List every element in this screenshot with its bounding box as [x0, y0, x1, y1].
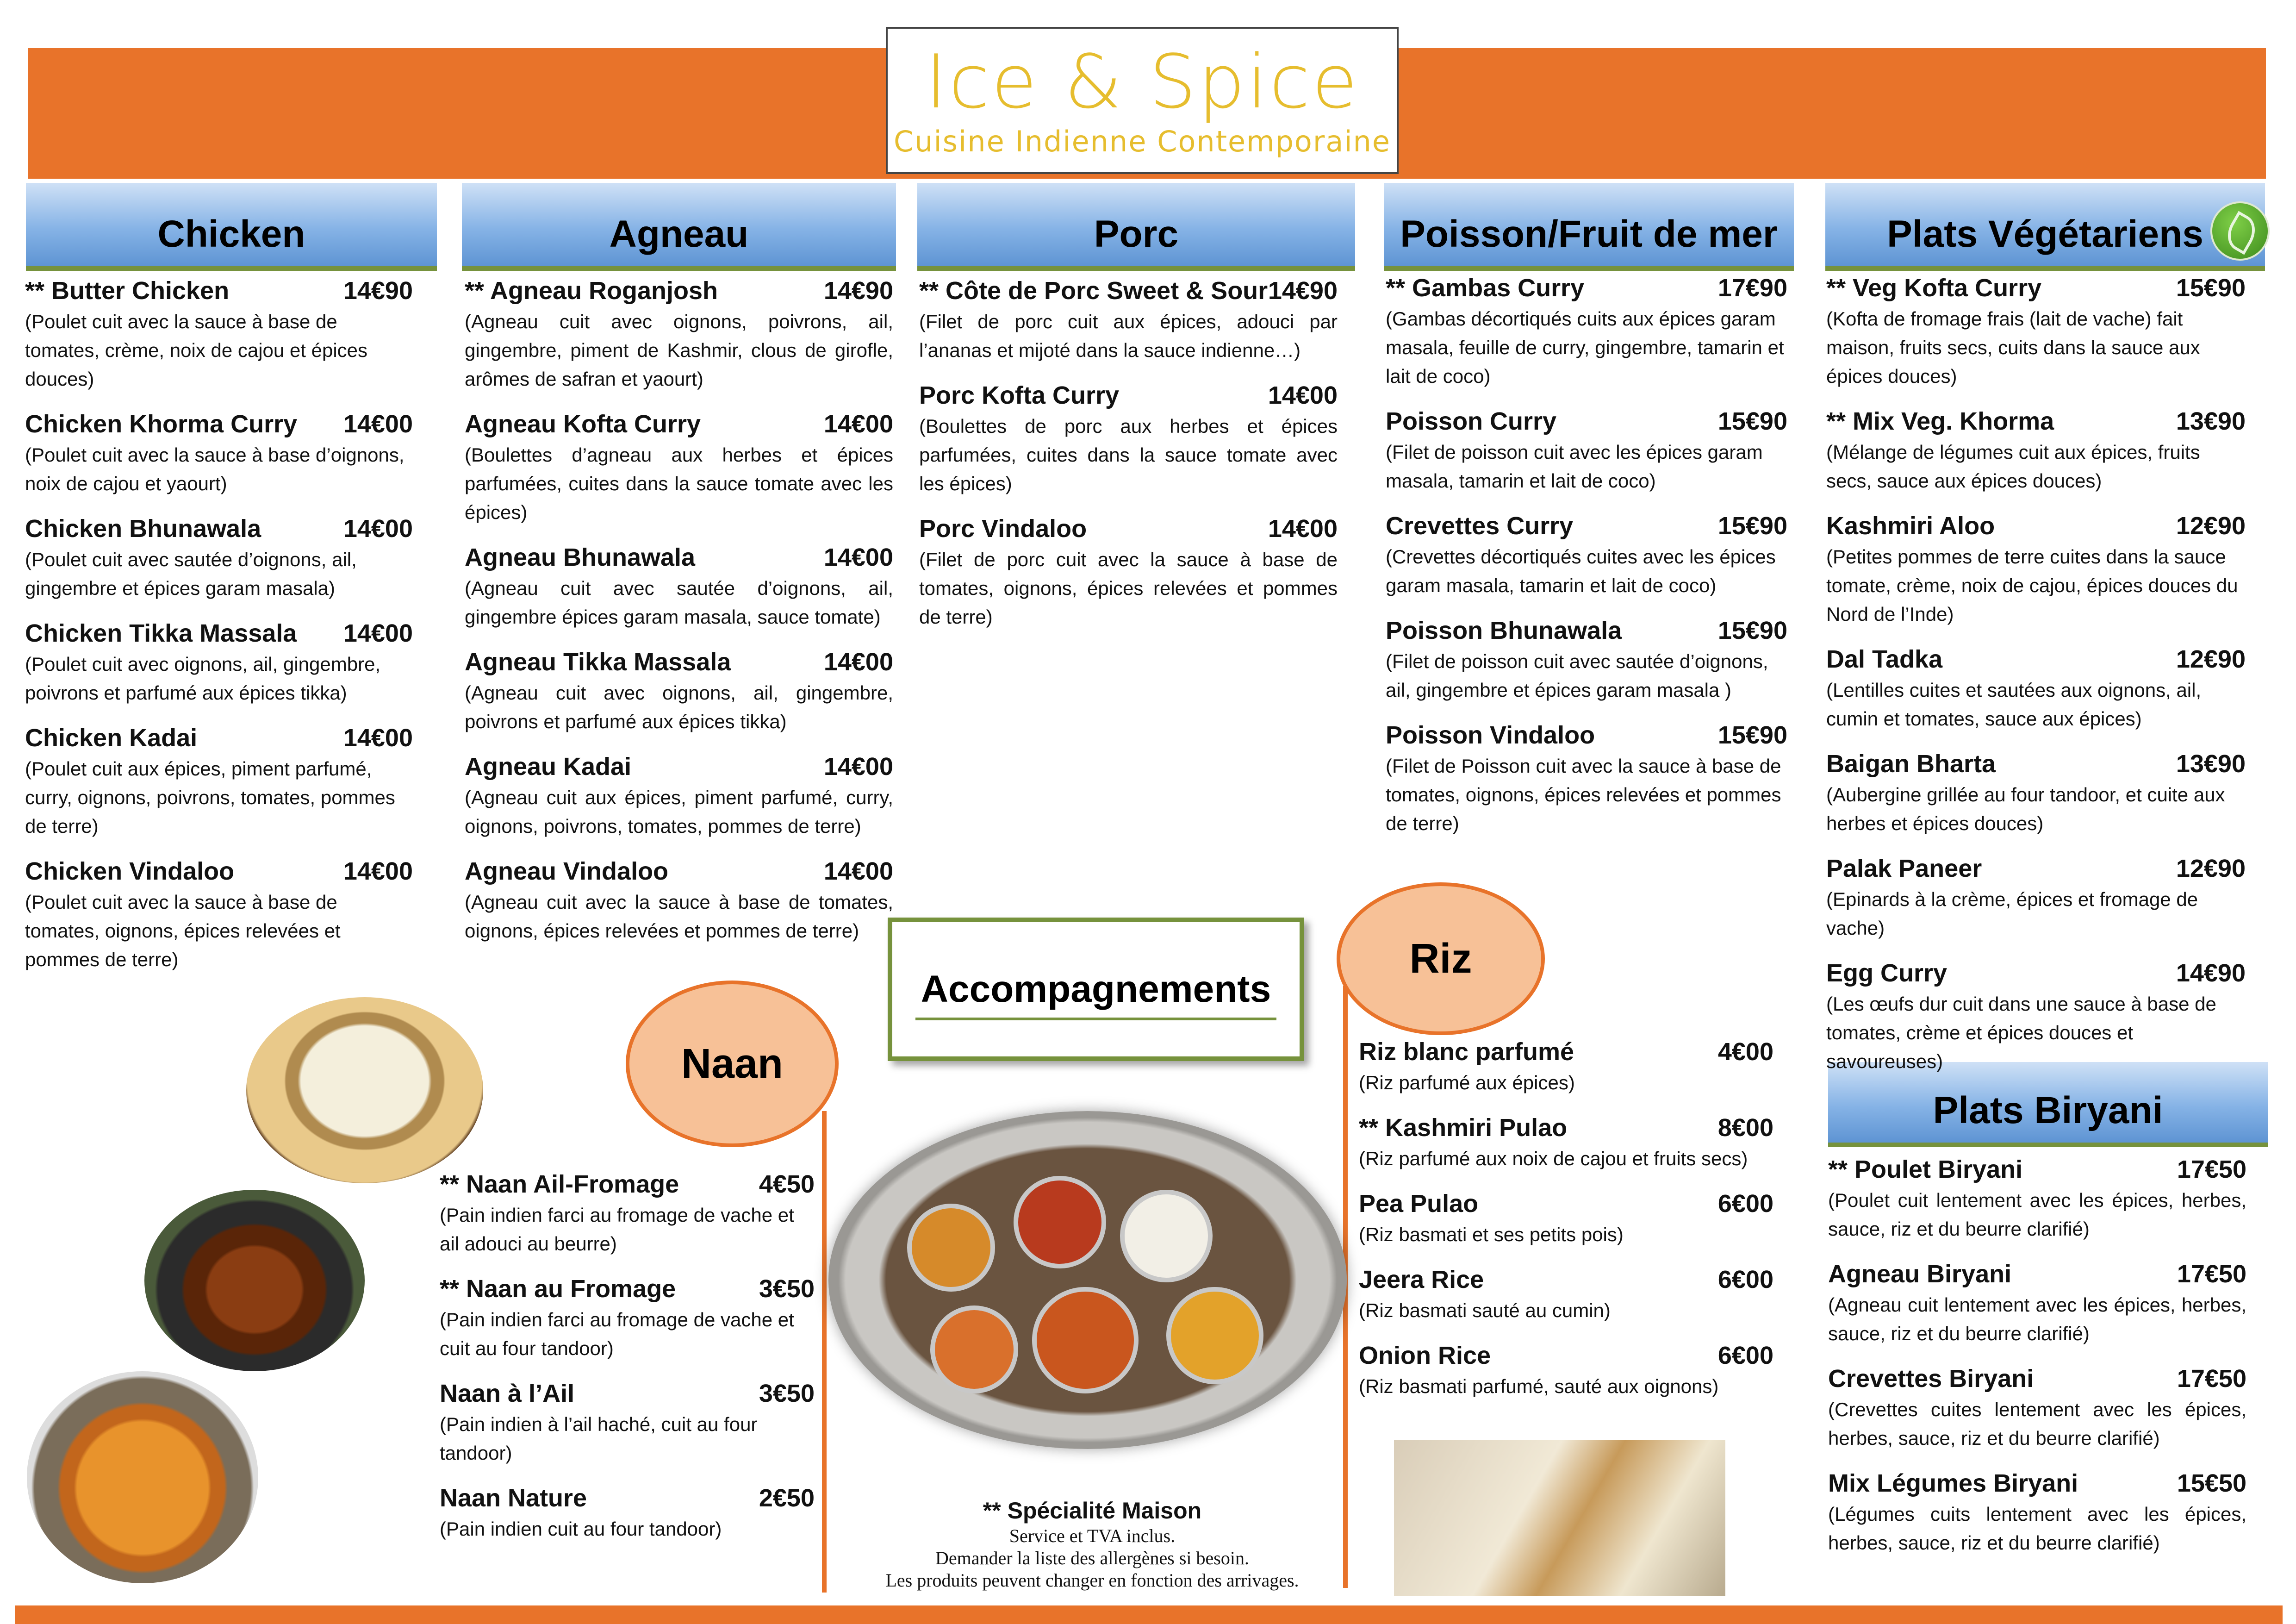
item-price: 14€00 [823, 410, 893, 438]
item-name: Riz blanc parfumé [1359, 1038, 1574, 1066]
item-name: Kashmiri Aloo [1826, 512, 1995, 540]
item-price: 14€90 [1268, 277, 1338, 305]
section-title: Plats Biryani [1933, 1089, 2163, 1131]
food-photo-korma-bowl [246, 997, 483, 1183]
footnote-specialite: ** Spécialité Maison [983, 1498, 1202, 1524]
menu-item [1828, 1362, 2246, 1453]
item-description: (Mélange de légumes cuit aux épices, fruits secs, sauce aux épices douces) [1826, 441, 2200, 492]
item-description: (Filet de poisson cuit avec les épices garam masala, tamarin et lait de coco) [1386, 441, 1763, 492]
item-price: 15€90 [2176, 274, 2246, 302]
platter-bowl [1120, 1190, 1213, 1282]
item-name: Chicken Khorma Curry [25, 410, 298, 438]
menu-item [1386, 271, 1787, 391]
item-name: ** Côte de Porc Sweet & Sour [919, 277, 1268, 305]
menu-item [1826, 852, 2246, 943]
item-price: 12€90 [2176, 512, 2246, 540]
menu-item [1828, 1257, 2246, 1348]
item-description: (Filet de porc cuit aux épices, adouci par l’ananas et mijoté dans la sauce indienne…) [919, 311, 1338, 361]
section-title: Porc [1094, 213, 1179, 255]
bottom-orange-band [15, 1605, 2283, 1624]
menu-column-porc [919, 274, 1338, 645]
item-price: 15€90 [1717, 721, 1787, 749]
item-price: 8€00 [1717, 1114, 1773, 1142]
item-price: 17€90 [1717, 274, 1787, 302]
item-description: (Pain indien à l’ail haché, cuit au four tandoor) [440, 1413, 758, 1464]
item-name: Porc Vindaloo [919, 515, 1087, 543]
item-name: Porc Kofta Curry [919, 381, 1120, 409]
item-name: Poisson Bhunawala [1386, 617, 1622, 644]
menu-item [1828, 1153, 2246, 1243]
item-price: 14€00 [823, 648, 893, 676]
menu-item [465, 407, 893, 527]
section-header-agneau [462, 183, 896, 271]
item-name: Jeera Rice [1359, 1266, 1484, 1293]
item-name: Poisson Curry [1386, 407, 1557, 435]
restaurant-logo [886, 27, 1399, 174]
item-name: ** Poulet Biryani [1828, 1156, 2023, 1183]
food-photo-curry-bowl [27, 1371, 258, 1583]
menu-item [465, 750, 893, 841]
item-name: Agneau Kadai [465, 753, 632, 781]
item-price: 14€00 [343, 857, 413, 885]
item-price: 17€50 [2177, 1156, 2246, 1183]
item-description: (Agneau cuit avec oignons, poivrons, ail, gingembre, piment de Kashmir, clous de girofle, arômes de safran et yaourt) [465, 311, 893, 390]
item-description: (Poulet cuit avec la sauce à base de tomates, crème, noix de cajou et épices douces) [25, 311, 368, 390]
platter-bowl [907, 1204, 995, 1292]
item-price: 2€50 [759, 1484, 815, 1512]
item-price: 3€50 [759, 1380, 815, 1407]
section-header-vegetarien [1825, 183, 2265, 271]
item-description: (Crevettes cuites lentement avec les épices, herbes, sauce, riz et du beurre clarifié) [1828, 1399, 2246, 1449]
item-price: 6€00 [1717, 1266, 1773, 1293]
logo-title: Ice & Spice [925, 38, 1360, 125]
menu-item [1826, 271, 2246, 391]
platter-bowl [1014, 1176, 1106, 1268]
item-name: Palak Paneer [1826, 855, 1982, 882]
footnote-arrivages: Les produits peuvent changer en fonction des arrivages. [885, 1570, 1299, 1591]
item-price: 12€90 [2176, 855, 2246, 882]
item-price: 15€90 [1717, 617, 1787, 644]
menu-item [1826, 509, 2246, 629]
item-description: (Poulet cuit avec oignons, ail, gingembre, poivrons et parfumé aux épices tikka) [25, 653, 381, 704]
item-price: 13€90 [2176, 750, 2246, 778]
item-name: Agneau Kofta Curry [465, 410, 701, 438]
item-description: (Poulet cuit avec sautée d’oignons, ail, gingembre et épices garam masala) [25, 549, 357, 599]
item-description: (Epinards à la crème, épices et fromage de vache) [1826, 888, 2198, 939]
item-name: ** Naan au Fromage [440, 1275, 676, 1303]
footnote [838, 1496, 1347, 1592]
item-name: Crevettes Curry [1386, 512, 1574, 540]
item-description: (Agneau cuit avec la sauce à base de tomates, oignons, épices relevées et pommes de terre) [465, 891, 893, 942]
menu-item [440, 1272, 815, 1363]
item-description: (Poulet cuit aux épices, piment parfumé, curry, oignons, poivrons, tomates, pommes de terre) [25, 758, 395, 837]
item-price: 14€90 [2176, 959, 2246, 987]
item-description: (Poulet cuit avec la sauce à base d’oignons, noix de cajou et yaourt) [25, 444, 404, 494]
menu-item [440, 1168, 815, 1258]
riz-title: Riz [1409, 935, 1472, 982]
item-name: Baigan Bharta [1826, 750, 1996, 778]
item-price: 4€00 [1717, 1038, 1773, 1066]
food-photo-platter [828, 1111, 1347, 1449]
menu-item [465, 541, 893, 631]
item-name: ** Naan Ail-Fromage [440, 1170, 679, 1198]
item-name: Agneau Bhunawala [465, 543, 696, 571]
item-price: 14€00 [343, 724, 413, 752]
menu-item [1826, 747, 2246, 838]
item-name: Onion Rice [1359, 1342, 1491, 1369]
item-description: (Gambas décortiqués cuits aux épices garam masala, feuille de curry, gingembre, tamarin et lait de coco) [1386, 308, 1784, 387]
item-price: 15€90 [1717, 512, 1787, 540]
item-description: (Lentilles cuites et sautées aux oignons, ail, cumin et tomates, sauce aux épices) [1826, 679, 2202, 730]
item-price: 14€00 [1268, 515, 1338, 543]
item-description: (Pain indien farci au fromage de vache et cuit au four tandoor) [440, 1309, 794, 1359]
item-price: 14€00 [1268, 381, 1338, 409]
accompagnements-underline [915, 1018, 1276, 1020]
item-description: (Boulettes de porc aux herbes et épices parfumées, cuites dans la sauce tomate avec les épices) [919, 415, 1338, 494]
item-name: Chicken Tikka Massala [25, 619, 297, 647]
item-price: 15€50 [2177, 1469, 2246, 1497]
item-name: Chicken Bhunawala [25, 515, 261, 543]
platter-bowl [1166, 1287, 1263, 1384]
riz-circle-header [1337, 882, 1545, 1035]
item-description: (Riz basmati parfumé, sauté aux oignons) [1359, 1375, 1719, 1397]
menu-item [25, 617, 413, 707]
item-name: ** Veg Kofta Curry [1826, 274, 2042, 302]
item-price: 14€00 [343, 515, 413, 543]
item-description: (Les œufs dur cuit dans une sauce à base de tomates, crème et épices douces et savoureuses) [1826, 993, 2216, 1072]
logo-subtitle: Cuisine Indienne Contemporaine [893, 125, 1391, 158]
menu-item [1386, 718, 1787, 838]
item-name: Mix Légumes Biryani [1828, 1469, 2078, 1497]
item-description: (Crevettes décortiqués cuites avec les épices garam masala, tamarin et lait de coco) [1386, 546, 1776, 596]
item-description: (Agneau cuit lentement avec les épices, herbes, sauce, riz et du beurre clarifié) [1828, 1294, 2246, 1344]
item-name: Egg Curry [1826, 959, 1948, 987]
naan-divider-line [822, 1111, 827, 1593]
item-description: (Filet de poisson cuit avec sautée d’oignons, ail, gingembre et épices garam masala ) [1386, 650, 1768, 701]
section-title: Poisson/Fruit de mer [1400, 213, 1778, 255]
menu-item [25, 512, 413, 603]
item-description: (Aubergine grillée au four tandoor, et cuite aux herbes et épices douces) [1826, 784, 2225, 834]
item-name: ** Agneau Roganjosh [465, 277, 718, 305]
item-description: (Riz parfumé aux épices) [1359, 1072, 1575, 1093]
item-price: 14€00 [823, 543, 893, 571]
menu-column-vegetarien [1826, 271, 2246, 1090]
menu-item [25, 855, 413, 974]
item-price: 4€50 [759, 1170, 815, 1198]
section-header-poisson [1384, 183, 1794, 271]
item-name: ** Kashmiri Pulao [1359, 1114, 1568, 1142]
section-title: Plats Végétariens [1887, 213, 2203, 255]
item-description: (Kofta de fromage frais (lait de vache) fait maison, fruits secs, cuits dans la sauce aux épices douces) [1826, 308, 2200, 387]
item-name: Chicken Kadai [25, 724, 198, 752]
item-price: 17€50 [2177, 1365, 2246, 1393]
menu-item [1828, 1467, 2246, 1557]
menu-item [1359, 1035, 1773, 1097]
item-price: 6€00 [1717, 1342, 1773, 1369]
section-header-porc [917, 183, 1355, 271]
menu-item [1359, 1339, 1773, 1401]
item-price: 14€90 [343, 277, 413, 305]
item-name: Dal Tadka [1826, 645, 1943, 673]
menu-item [465, 855, 893, 945]
item-name: Pea Pulao [1359, 1190, 1479, 1218]
item-description: (Agneau cuit aux épices, piment parfumé, curry, oignons, poivrons, tomates, pommes de terre) [465, 787, 893, 837]
menu-item [1386, 405, 1787, 495]
item-description: (Agneau cuit avec sautée d’oignons, ail, gingembre épices garam masala, sauce tomate) [465, 577, 893, 628]
footnote-service: Service et TVA inclus. [1009, 1525, 1176, 1546]
section-header-chicken [26, 183, 437, 271]
item-description: (Légumes cuits lentement avec les épices, herbes, sauce, riz et du beurre clarifié) [1828, 1503, 2246, 1554]
item-name: ** Mix Veg. Khorma [1826, 407, 2054, 435]
item-name: Poisson Vindaloo [1386, 721, 1595, 749]
item-name: Naan Nature [440, 1484, 587, 1512]
menu-column-agneau [465, 274, 893, 959]
menu-item [919, 512, 1338, 631]
menu-item [25, 407, 413, 498]
item-description: (Filet de Poisson cuit avec la sauce à base de tomates, oignons, épices relevées et pommes de terre) [1386, 755, 1781, 834]
item-name: ** Gambas Curry [1386, 274, 1585, 302]
item-description: (Riz parfumé aux noix de cajou et fruits secs) [1359, 1148, 1748, 1169]
item-description: (Pain indien cuit au four tandoor) [440, 1518, 722, 1540]
item-description: (Boulettes d’agneau aux herbes et épices parfumées, cuites dans la sauce tomate avec les épices) [465, 444, 893, 523]
item-description: (Riz basmati et ses petits pois) [1359, 1224, 1624, 1245]
item-name: Chicken Vindaloo [25, 857, 235, 885]
accompagnements-title: Accompagnements [921, 968, 1271, 1010]
menu-column-poisson [1386, 271, 1787, 852]
menu-item [440, 1377, 815, 1468]
naan-title: Naan [681, 1040, 784, 1087]
menu-item [1386, 509, 1787, 600]
item-description: (Agneau cuit avec oignons, ail, gingembre, poivrons et parfumé aux épices tikka) [465, 682, 893, 732]
item-price: 15€90 [1717, 407, 1787, 435]
menu-item [919, 274, 1338, 365]
menu-item [25, 721, 413, 841]
item-price: 14€00 [823, 857, 893, 885]
menu-item [1359, 1187, 1773, 1249]
item-name: Agneau Biryani [1828, 1260, 2012, 1288]
item-description: (Petites pommes de terre cuites dans la sauce tomate, crème, noix de cajou, épices douces du Nord de l’Inde) [1826, 546, 2238, 625]
item-name: Agneau Vindaloo [465, 857, 669, 885]
menu-item [1386, 614, 1787, 705]
menu-item [465, 274, 893, 394]
item-price: 14€00 [823, 753, 893, 781]
item-price: 14€90 [823, 277, 893, 305]
item-description: (Poulet cuit lentement avec les épices, herbes, sauce, riz et du beurre clarifié) [1828, 1189, 2246, 1240]
menu-item [440, 1481, 815, 1543]
menu-item [1826, 405, 2246, 495]
accompagnements-box [888, 918, 1304, 1061]
menu-item [1826, 956, 2246, 1076]
leaf-icon [2210, 201, 2270, 261]
item-description: (Pain indien farci au fromage de vache et ail adouci au beurre) [440, 1204, 794, 1255]
item-price: 6€00 [1717, 1190, 1773, 1218]
food-photo-biryani-naan [1394, 1440, 1725, 1596]
item-price: 14€00 [343, 410, 413, 438]
item-name: ** Butter Chicken [25, 277, 230, 305]
menu-item [465, 645, 893, 736]
item-price: 12€90 [2176, 645, 2246, 673]
menu-column-naan [440, 1168, 815, 1557]
item-description: (Riz basmati sauté au cumin) [1359, 1299, 1611, 1321]
item-price: 3€50 [759, 1275, 815, 1303]
food-photo-chicken-bowl [144, 1190, 365, 1371]
menu-column-biryani [1828, 1153, 2246, 1571]
item-description: (Poulet cuit avec la sauce à base de tomates, oignons, épices relevées et pommes de terre) [25, 891, 341, 970]
menu-item [25, 274, 413, 394]
item-name: Agneau Tikka Massala [465, 648, 731, 676]
footnote-allergenes: Demander la liste des allergènes si besoin. [935, 1548, 1249, 1568]
item-name: Naan à l’Ail [440, 1380, 575, 1407]
naan-circle-header [626, 981, 839, 1147]
menu-item [919, 379, 1338, 498]
platter-bowl [930, 1305, 1018, 1393]
menu-item [1826, 643, 2246, 733]
item-description: (Filet de porc cuit avec la sauce à base de tomates, oignons, épices relevées et pommes de terre) [919, 549, 1338, 628]
menu-item [1359, 1263, 1773, 1325]
item-price: 13€90 [2176, 407, 2246, 435]
item-price: 14€00 [343, 619, 413, 647]
menu-item [1359, 1111, 1773, 1173]
menu-column-riz [1359, 1035, 1773, 1415]
item-name: Crevettes Biryani [1828, 1365, 2034, 1393]
section-title: Chicken [157, 213, 305, 255]
section-title: Agneau [609, 213, 749, 255]
item-price: 17€50 [2177, 1260, 2246, 1288]
menu-column-chicken [25, 274, 413, 988]
platter-bowl [1032, 1287, 1139, 1393]
